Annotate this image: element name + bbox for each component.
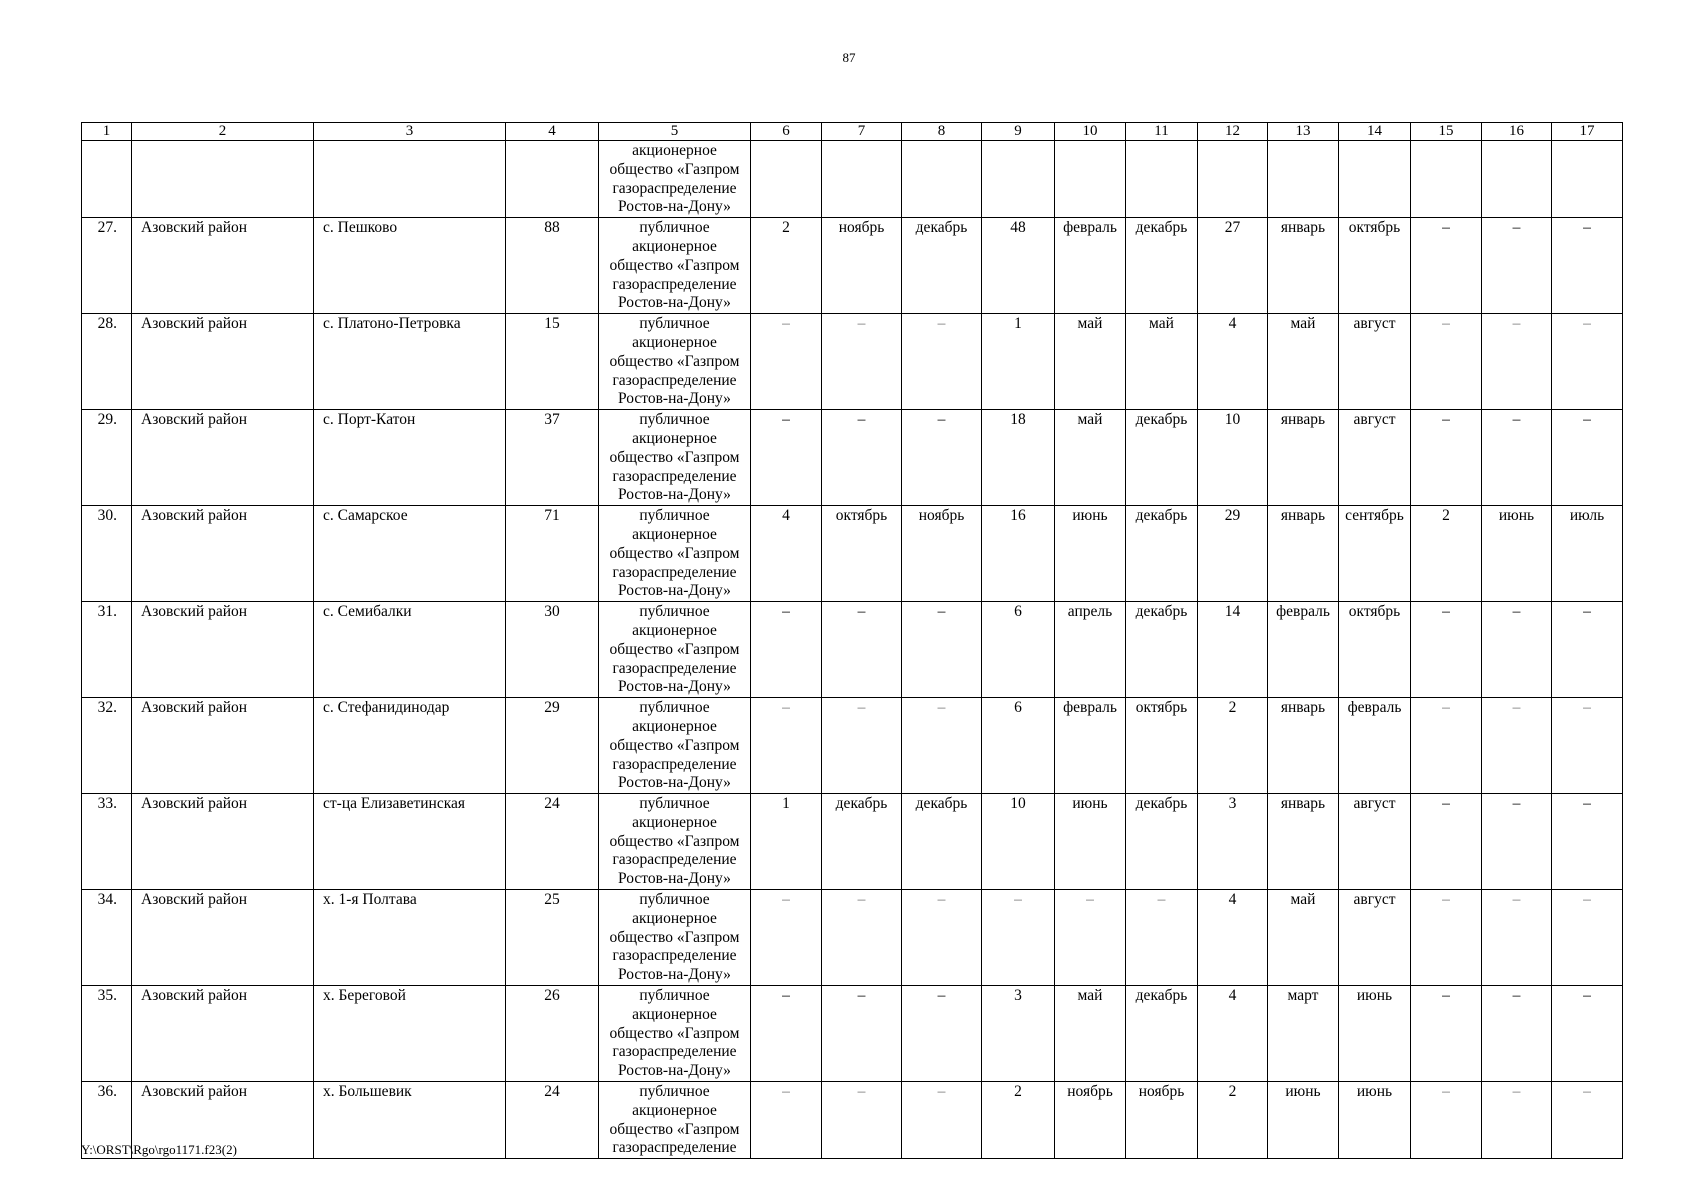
org-cell: публичное акционерное общество «Газпром газораспределение Ростов-на-Дону» xyxy=(599,794,751,890)
value-cell: – xyxy=(902,314,982,410)
value-cell: – xyxy=(1411,986,1482,1082)
settlement-cell: х. Большевик xyxy=(314,1082,506,1159)
settlement-cell: с. Порт-Катон xyxy=(314,410,506,506)
table-row xyxy=(82,698,1623,794)
empty-cell xyxy=(82,141,132,218)
district-cell: Азовский район xyxy=(132,218,314,314)
value-cell: 10 xyxy=(982,794,1055,890)
empty-cell xyxy=(1268,141,1339,218)
header-cell: 16 xyxy=(1482,123,1552,141)
table-row xyxy=(82,602,1623,698)
value-cell: октябрь xyxy=(822,506,902,602)
value-cell: декабрь xyxy=(822,794,902,890)
value-cell: – xyxy=(1482,794,1552,890)
value-cell: май xyxy=(1055,410,1126,506)
header-cell: 3 xyxy=(314,123,506,141)
header-cell: 7 xyxy=(822,123,902,141)
value-cell: – xyxy=(1482,218,1552,314)
value-cell: декабрь xyxy=(1126,986,1198,1082)
value-cell: – xyxy=(1552,794,1623,890)
district-cell: Азовский район xyxy=(132,1082,314,1159)
value-cell: декабрь xyxy=(1126,794,1198,890)
value-cell: апрель xyxy=(1055,602,1126,698)
value-cell: июнь xyxy=(1339,986,1411,1082)
empty-cell xyxy=(902,141,982,218)
empty-cell xyxy=(314,141,506,218)
org-cell: публичное акционерное общество «Газпром газораспределение Ростов-на-Дону» xyxy=(599,506,751,602)
value-cell: май xyxy=(1126,314,1198,410)
value-cell: – xyxy=(1552,314,1623,410)
row-number: 33. xyxy=(82,794,132,890)
value-cell: июнь xyxy=(1268,1082,1339,1159)
value-cell: – xyxy=(1411,218,1482,314)
org-cell: публичное акционерное общество «Газпром газораспределение Ростов-на-Дону» xyxy=(599,602,751,698)
value-cell: май xyxy=(1055,986,1126,1082)
row-number: 31. xyxy=(82,602,132,698)
value-cell: – xyxy=(822,698,902,794)
value-cell: – xyxy=(751,314,822,410)
value-cell: 6 xyxy=(982,698,1055,794)
empty-cell xyxy=(982,141,1055,218)
table-row xyxy=(82,890,1623,986)
value-cell: – xyxy=(1411,794,1482,890)
header-cell: 15 xyxy=(1411,123,1482,141)
value-cell: – xyxy=(1055,890,1126,986)
value-cell: 88 xyxy=(506,218,599,314)
header-cell: 14 xyxy=(1339,123,1411,141)
value-cell: – xyxy=(902,698,982,794)
settlement-cell: с. Пешково xyxy=(314,218,506,314)
table-row xyxy=(82,986,1623,1082)
district-cell: Азовский район xyxy=(132,410,314,506)
value-cell: 6 xyxy=(982,602,1055,698)
value-cell: июнь xyxy=(1055,506,1126,602)
value-cell: – xyxy=(751,602,822,698)
value-cell: ноябрь xyxy=(1055,1082,1126,1159)
value-cell: 2 xyxy=(1198,698,1268,794)
value-cell: – xyxy=(751,890,822,986)
value-cell: январь xyxy=(1268,410,1339,506)
value-cell: февраль xyxy=(1339,698,1411,794)
value-cell: 10 xyxy=(1198,410,1268,506)
value-cell: 2 xyxy=(1198,1082,1268,1159)
value-cell: 2 xyxy=(1411,506,1482,602)
value-cell: – xyxy=(902,986,982,1082)
empty-cell xyxy=(1198,141,1268,218)
settlement-cell: с. Платоно-Петровка xyxy=(314,314,506,410)
value-cell: декабрь xyxy=(902,794,982,890)
header-cell: 5 xyxy=(599,123,751,141)
value-cell: сентябрь xyxy=(1339,506,1411,602)
value-cell: 25 xyxy=(506,890,599,986)
value-cell: – xyxy=(1411,1082,1482,1159)
header-cell: 12 xyxy=(1198,123,1268,141)
value-cell: 14 xyxy=(1198,602,1268,698)
org-cell: публичное акционерное общество «Газпром газораспределение Ростов-на-Дону» xyxy=(599,410,751,506)
value-cell: – xyxy=(982,890,1055,986)
value-cell: – xyxy=(1552,890,1623,986)
value-cell: 37 xyxy=(506,410,599,506)
settlement-cell: с. Семибалки xyxy=(314,602,506,698)
value-cell: – xyxy=(1411,890,1482,986)
value-cell: 4 xyxy=(1198,314,1268,410)
table-row xyxy=(82,794,1623,890)
settlement-cell: с. Стефанидинодар xyxy=(314,698,506,794)
page-number: 87 xyxy=(842,50,856,65)
value-cell: февраль xyxy=(1055,698,1126,794)
table-row xyxy=(82,506,1623,602)
value-cell: август xyxy=(1339,410,1411,506)
value-cell: – xyxy=(902,410,982,506)
value-cell: – xyxy=(822,890,902,986)
gasification-schedule-table xyxy=(81,122,1623,1159)
value-cell: ноябрь xyxy=(1126,1082,1198,1159)
header-cell: 8 xyxy=(902,123,982,141)
org-cell: публичное акционерное общество «Газпром газораспределение Ростов-на-Дону» xyxy=(599,890,751,986)
table-row xyxy=(82,314,1623,410)
value-cell: – xyxy=(1482,410,1552,506)
value-cell: – xyxy=(822,986,902,1082)
value-cell: декабрь xyxy=(1126,218,1198,314)
value-cell: – xyxy=(1552,698,1623,794)
value-cell: – xyxy=(1411,410,1482,506)
district-cell: Азовский район xyxy=(132,602,314,698)
value-cell: – xyxy=(1411,602,1482,698)
org-cell: публичное акционерное общество «Газпром газораспределение xyxy=(599,1082,751,1159)
value-cell: 2 xyxy=(751,218,822,314)
header-cell: 9 xyxy=(982,123,1055,141)
district-cell: Азовский район xyxy=(132,506,314,602)
value-cell: май xyxy=(1268,890,1339,986)
header-row xyxy=(82,123,1623,141)
value-cell: – xyxy=(902,602,982,698)
value-cell: – xyxy=(751,698,822,794)
org-cell: публичное акционерное общество «Газпром газораспределение Ростов-на-Дону» xyxy=(599,314,751,410)
value-cell: октябрь xyxy=(1339,602,1411,698)
value-cell: декабрь xyxy=(1126,602,1198,698)
value-cell: октябрь xyxy=(1126,698,1198,794)
district-cell: Азовский район xyxy=(132,794,314,890)
empty-cell xyxy=(751,141,822,218)
value-cell: 18 xyxy=(982,410,1055,506)
value-cell: август xyxy=(1339,794,1411,890)
header-cell: 17 xyxy=(1552,123,1623,141)
value-cell: 16 xyxy=(982,506,1055,602)
value-cell: 29 xyxy=(506,698,599,794)
org-cell: публичное акционерное общество «Газпром газораспределение Ростов-на-Дону» xyxy=(599,986,751,1082)
header-cell: 6 xyxy=(751,123,822,141)
value-cell: – xyxy=(1552,218,1623,314)
table-row xyxy=(82,410,1623,506)
continuation-row xyxy=(82,141,1623,218)
value-cell: июнь xyxy=(1482,506,1552,602)
value-cell: – xyxy=(822,314,902,410)
value-cell: 48 xyxy=(982,218,1055,314)
value-cell: – xyxy=(1482,1082,1552,1159)
row-number: 27. xyxy=(82,218,132,314)
row-number: 36. xyxy=(82,1082,132,1159)
value-cell: январь xyxy=(1268,794,1339,890)
settlement-cell: ст-ца Елизаветинская xyxy=(314,794,506,890)
district-cell: Азовский район xyxy=(132,698,314,794)
value-cell: 27 xyxy=(1198,218,1268,314)
header-cell: 2 xyxy=(132,123,314,141)
empty-cell xyxy=(1339,141,1411,218)
empty-cell xyxy=(822,141,902,218)
value-cell: – xyxy=(1482,314,1552,410)
value-cell: 15 xyxy=(506,314,599,410)
row-number: 35. xyxy=(82,986,132,1082)
value-cell: январь xyxy=(1268,506,1339,602)
value-cell: февраль xyxy=(1055,218,1126,314)
value-cell: 26 xyxy=(506,986,599,1082)
value-cell: июнь xyxy=(1055,794,1126,890)
value-cell: – xyxy=(822,1082,902,1159)
value-cell: июнь xyxy=(1339,1082,1411,1159)
org-cell: акционерное общество «Газпром газораспределение Ростов-на-Дону» xyxy=(599,141,751,218)
value-cell: июль xyxy=(1552,506,1623,602)
value-cell: – xyxy=(902,890,982,986)
row-number: 29. xyxy=(82,410,132,506)
value-cell: ноябрь xyxy=(902,506,982,602)
settlement-cell: х. Береговой xyxy=(314,986,506,1082)
value-cell: – xyxy=(902,1082,982,1159)
district-cell: Азовский район xyxy=(132,890,314,986)
value-cell: февраль xyxy=(1268,602,1339,698)
settlement-cell: х. 1-я Полтава xyxy=(314,890,506,986)
value-cell: август xyxy=(1339,890,1411,986)
value-cell: январь xyxy=(1268,698,1339,794)
value-cell: декабрь xyxy=(1126,410,1198,506)
value-cell: – xyxy=(1482,698,1552,794)
value-cell: – xyxy=(751,1082,822,1159)
value-cell: – xyxy=(1482,986,1552,1082)
value-cell: – xyxy=(751,986,822,1082)
district-cell: Азовский район xyxy=(132,314,314,410)
value-cell: – xyxy=(1482,602,1552,698)
header-cell: 10 xyxy=(1055,123,1126,141)
empty-cell xyxy=(132,141,314,218)
footer-file-path: Y:\ORST\Rgo\rgo1171.f23(2) xyxy=(81,1142,237,1157)
value-cell: 29 xyxy=(1198,506,1268,602)
value-cell: август xyxy=(1339,314,1411,410)
org-cell: публичное акционерное общество «Газпром газораспределение Ростов-на-Дону» xyxy=(599,218,751,314)
value-cell: январь xyxy=(1268,218,1339,314)
empty-cell xyxy=(1552,141,1623,218)
empty-cell xyxy=(1482,141,1552,218)
header-cell: 4 xyxy=(506,123,599,141)
value-cell: май xyxy=(1268,314,1339,410)
value-cell: март xyxy=(1268,986,1339,1082)
empty-cell xyxy=(1126,141,1198,218)
value-cell: – xyxy=(1126,890,1198,986)
value-cell: – xyxy=(1552,986,1623,1082)
value-cell: 4 xyxy=(1198,986,1268,1082)
empty-cell xyxy=(506,141,599,218)
settlement-cell: с. Самарское xyxy=(314,506,506,602)
value-cell: 4 xyxy=(1198,890,1268,986)
value-cell: – xyxy=(1482,890,1552,986)
empty-cell xyxy=(1055,141,1126,218)
value-cell: декабрь xyxy=(1126,506,1198,602)
value-cell: 24 xyxy=(506,794,599,890)
header-cell: 11 xyxy=(1126,123,1198,141)
value-cell: – xyxy=(1411,314,1482,410)
header-cell: 1 xyxy=(82,123,132,141)
header-cell: 13 xyxy=(1268,123,1339,141)
value-cell: – xyxy=(1552,410,1623,506)
value-cell: октябрь xyxy=(1339,218,1411,314)
value-cell: – xyxy=(1552,602,1623,698)
value-cell: 4 xyxy=(751,506,822,602)
value-cell: – xyxy=(1411,698,1482,794)
org-cell: публичное акционерное общество «Газпром газораспределение Ростов-на-Дону» xyxy=(599,698,751,794)
value-cell: 1 xyxy=(982,314,1055,410)
value-cell: – xyxy=(822,410,902,506)
row-number: 28. xyxy=(82,314,132,410)
value-cell: 3 xyxy=(1198,794,1268,890)
value-cell: – xyxy=(1552,1082,1623,1159)
value-cell: май xyxy=(1055,314,1126,410)
value-cell: 24 xyxy=(506,1082,599,1159)
value-cell: – xyxy=(822,602,902,698)
row-number: 32. xyxy=(82,698,132,794)
value-cell: – xyxy=(751,410,822,506)
value-cell: 1 xyxy=(751,794,822,890)
value-cell: декабрь xyxy=(902,218,982,314)
empty-cell xyxy=(1411,141,1482,218)
district-cell: Азовский район xyxy=(132,986,314,1082)
value-cell: ноябрь xyxy=(822,218,902,314)
value-cell: 3 xyxy=(982,986,1055,1082)
row-number: 30. xyxy=(82,506,132,602)
table-row xyxy=(82,1082,1623,1159)
table-row xyxy=(82,218,1623,314)
value-cell: 30 xyxy=(506,602,599,698)
row-number: 34. xyxy=(82,890,132,986)
value-cell: 2 xyxy=(982,1082,1055,1159)
value-cell: 71 xyxy=(506,506,599,602)
